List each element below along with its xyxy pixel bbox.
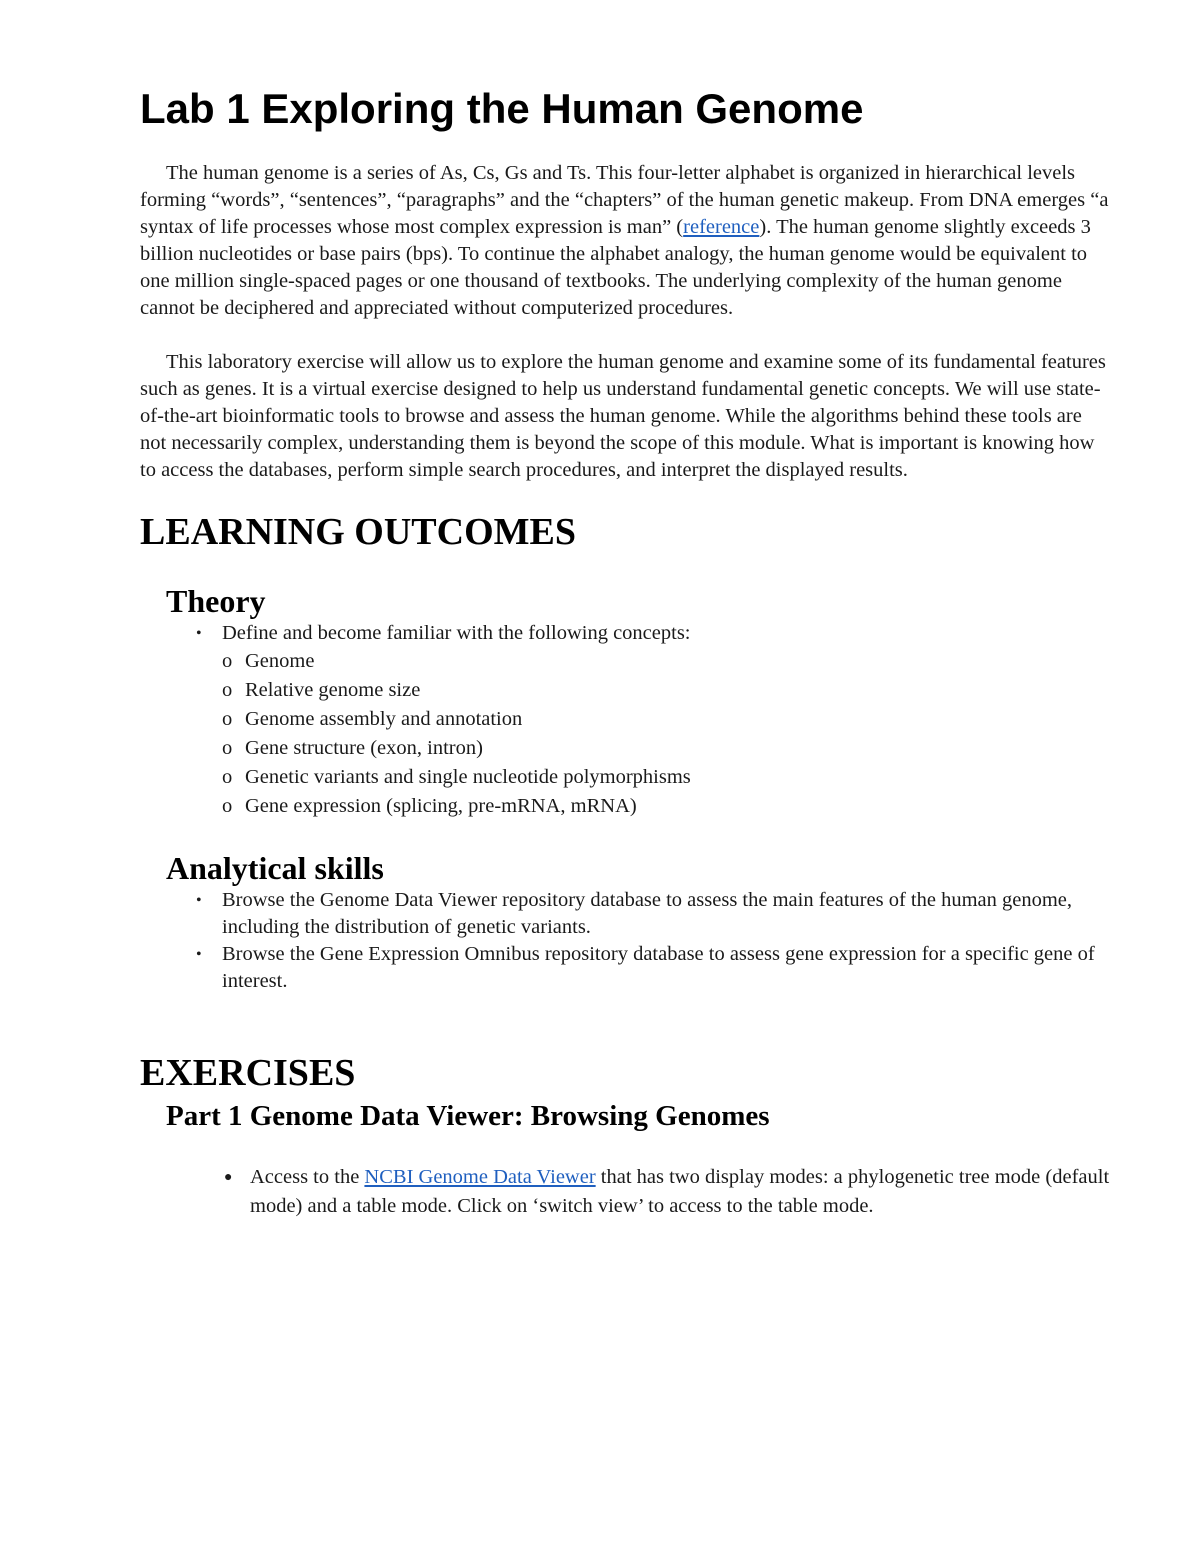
- exercises-heading: EXERCISES: [140, 1052, 356, 1094]
- intro-text-1b: ). The human genome slightly exceeds 3 billion nucleotides or base pairs (bps). To continue the alphabet analogy, the human genome would be equivalent to one million single-spaced pages or one thousand of textbooks. The underlying complexity of the human genome cannot be deciphered and appreciated without computerized procedures.: [140, 216, 1091, 319]
- concepts-list: [222, 647, 1110, 821]
- concept-item: o Gene expression (splicing, pre-mRNA, mRNA): [245, 792, 1110, 821]
- theory-bullet-text: Define and become familiar with the following concepts:: [222, 622, 691, 644]
- document-page: [140, 84, 1110, 1221]
- concept-item: o Gene structure (exon, intron): [245, 734, 1110, 763]
- theory-list: [140, 620, 1110, 821]
- concept-item: o Genome assembly and annotation: [245, 705, 1110, 734]
- theory-heading: Theory: [166, 583, 266, 619]
- concept-item: o Genome: [245, 647, 1110, 676]
- concept-item: o Relative genome size: [245, 676, 1110, 705]
- page-title: Lab 1 Exploring the Human Genome: [140, 85, 864, 132]
- ncbi-genome-data-viewer-link[interactable]: NCBI Genome Data Viewer: [364, 1166, 596, 1188]
- intro-text-1a: The human genome is a series of As, Cs, Gs and Ts. This four-letter alphabet is organized in hierarchical levels forming “words”, “sentences”, “paragraphs” and the “chapters” of the human genetic makeup. From DNA emerges “a syntax of life processes whose most complex expression is man” (: [140, 162, 1109, 238]
- intro-paragraph-2: This laboratory exercise will allow us to explore the human genome and examine some of its fundamental features such as genes. It is a virtual exercise designed to help us understand fundamental genetic concepts. We will use state-of-the-art bioinformatic tools to browse and assess the human genome. While the algorithms behind these tools are not necessarily complex, understanding them is beyond the scope of this module. What is important is knowing how to access the databases, perform simple search procedures, and interpret the displayed results.: [140, 351, 1106, 481]
- concept-item: o Genetic variants and single nucleotide polymorphisms: [245, 763, 1110, 792]
- exercise-list: [140, 1163, 1110, 1221]
- analytical-skills-heading: Analytical skills: [166, 850, 384, 886]
- list-item: • Browse the Gene Expression Omnibus repository database to assess gene expression for a specific gene of interest.: [222, 941, 1110, 995]
- analytical-skills-list: [140, 887, 1110, 995]
- reference-link[interactable]: reference: [683, 216, 760, 238]
- learning-outcomes-heading: LEARNING OUTCOMES: [140, 511, 576, 553]
- list-item: [250, 1163, 1110, 1221]
- exercise-text-a: Access to the: [250, 1166, 365, 1188]
- part1-heading: Part 1 Genome Data Viewer: Browsing Genomes: [166, 1100, 770, 1132]
- exercise-text-b: that has two display modes: a phylogenetic tree mode (default mode) and a table mode. Click on ‘switch view’ to access to the table mode.: [250, 1166, 1110, 1217]
- list-item: [222, 620, 1110, 821]
- intro-paragraph-1: [140, 160, 1110, 322]
- list-item: • Browse the Genome Data Viewer repository database to assess the main features of the human genome, including the distribution of genetic variants.: [222, 887, 1110, 941]
